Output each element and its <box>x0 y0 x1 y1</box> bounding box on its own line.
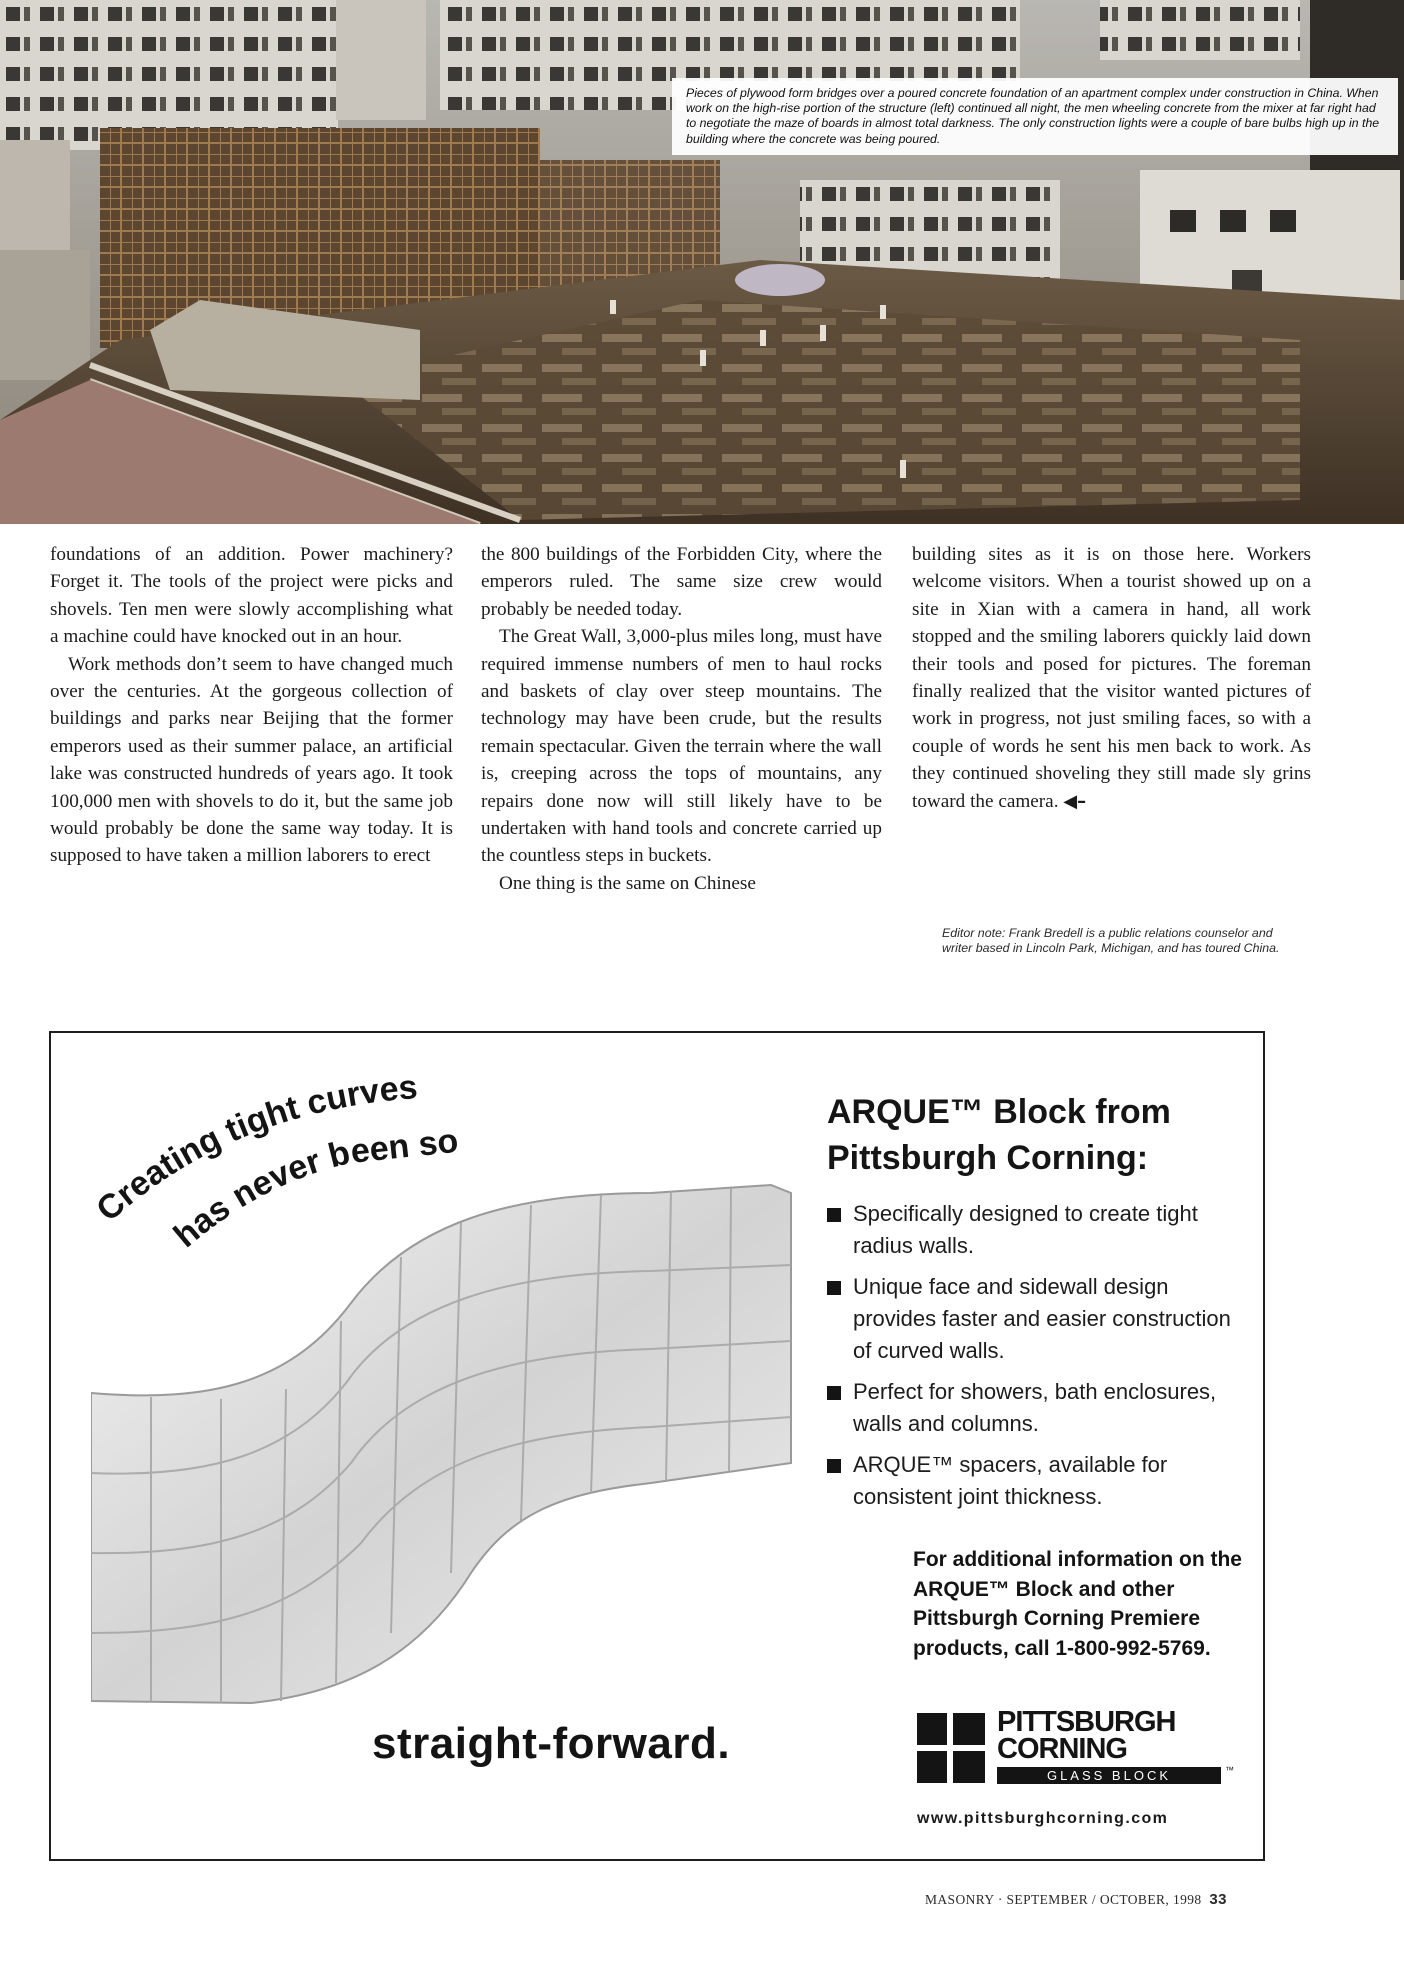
paragraph: One thing is the same on Chinese <box>499 872 756 894</box>
list-item <box>827 1198 1247 1262</box>
paragraph: Work methods don’t seem to have changed much over the centuries. At the gorgeous collection of buildings and parks near Beijing that the former emperors used as their summer palace, an artificial lake was constructed hundreds of years ago. It took 100,000 men with shovels to do it, but the same job would probably be done the same way today. It is supposed to have taken a million laborers to erect <box>50 653 453 867</box>
logo-line-1: PITTSBURGH <box>997 1706 1176 1738</box>
curved-glass-block-wall-image <box>91 1153 811 1713</box>
paragraph: the 800 buildings of the Forbidden City, where the emperors ruled. The same size crew would probably be needed today. <box>481 544 882 620</box>
photo-caption: Pieces of plywood form bridges over a poured concrete foundation of an apartment complex under construction in China. When work on the high-rise portion of the structure (left) continued all night, the men wheeling concrete from the mixer at far right had to negotiate the maze of boards in almost total darkness. The only construction lights were a couple of bare bulbs high up in the building where the concrete was being poured. <box>672 78 1398 155</box>
logo-squares-icon <box>917 1713 987 1783</box>
paragraph <box>912 541 1311 815</box>
headline-straight-forward: straight-forward. <box>372 1719 731 1768</box>
bullet-square-icon <box>827 1386 841 1400</box>
article-column-1 <box>50 541 453 870</box>
end-of-article-icon: ◀– <box>1063 790 1087 812</box>
feature-list <box>827 1198 1247 1522</box>
article-column-2 <box>481 541 882 897</box>
headline-line-2: has never been so <box>166 1121 461 1255</box>
paragraph-text: building sites as it is on those here. Workers welcome visitors. When a tourist showed up on a site in Xian with a camera in hand, all work stopped and the smiling laborers quickly laid down their tools and posed for pictures. The foreman finally realized that the visitor wanted pictures of work in progress, not just smiling faces, so with a couple of words he sent his men back to work. As they continued shoveling they still made sly grins toward the camera. <box>912 544 1311 812</box>
logo-line-2: CORNING <box>997 1733 1127 1765</box>
headline-line-1: Creating tight curves <box>89 1068 419 1229</box>
paragraph: The Great Wall, 3,000-plus miles long, must have required immense numbers of men to haul rocks and baskets of clay over steep mountains. The technology may have been crude, but the results remain spectacular. Given the terrain where the wall is, creeping across the tops of mountains, any repairs done now will still likely have to be undertaken with hand tools and concrete carried up the countless steps in buckets. <box>481 626 882 867</box>
logo-wordmark <box>997 1706 1176 1765</box>
list-item <box>827 1449 1247 1513</box>
pittsburgh-corning-logo <box>917 1706 1257 1795</box>
ad-title <box>827 1089 1171 1181</box>
list-item-text: ARQUE™ spacers, available for consistent joint thickness. <box>853 1452 1168 1509</box>
page-number: 33 <box>1209 1891 1227 1908</box>
logo-line-3: GLASS BLOCK <box>997 1767 1221 1784</box>
ad-title-line-2: Pittsburgh Corning: <box>827 1139 1149 1177</box>
list-item-text: Specifically designed to create tight radius walls. <box>853 1201 1198 1258</box>
advertisement <box>49 1031 1265 1861</box>
article-column-3 <box>912 541 1311 815</box>
contact-info: For additional information on the ARQUE™ Block and other Pittsburgh Corning Premiere products, call 1-800-992-5769. <box>913 1548 1242 1660</box>
logo-trademark: ™ <box>1225 1765 1234 1775</box>
ad-title-line-1: ARQUE™ Block from <box>827 1093 1171 1131</box>
list-item <box>827 1376 1247 1440</box>
website-url: www.pittsburghcorning.com <box>917 1810 1169 1827</box>
bullet-square-icon <box>827 1208 841 1222</box>
list-item <box>827 1271 1247 1367</box>
list-item-text: Unique face and sidewall design provides faster and easier construction of curved walls. <box>853 1274 1231 1363</box>
bullet-square-icon <box>827 1459 841 1473</box>
construction-photo <box>0 0 1404 524</box>
footer-publication: MASONRY · SEPTEMBER / OCTOBER, 1998 <box>925 1892 1202 1907</box>
editor-note: Editor note: Frank Bredell is a public relations counselor and writer based in Lincoln Park, Michigan, and has toured China. <box>942 926 1280 956</box>
paragraph: foundations of an addition. Power machinery? Forget it. The tools of the project were picks and shovels. Ten men were slowly accomplishing what a machine could have knocked out in an hour. <box>50 544 453 648</box>
bullet-square-icon <box>827 1281 841 1295</box>
list-item-text: Perfect for showers, bath enclosures, walls and columns. <box>853 1379 1217 1436</box>
page-footer <box>925 1891 1227 1908</box>
